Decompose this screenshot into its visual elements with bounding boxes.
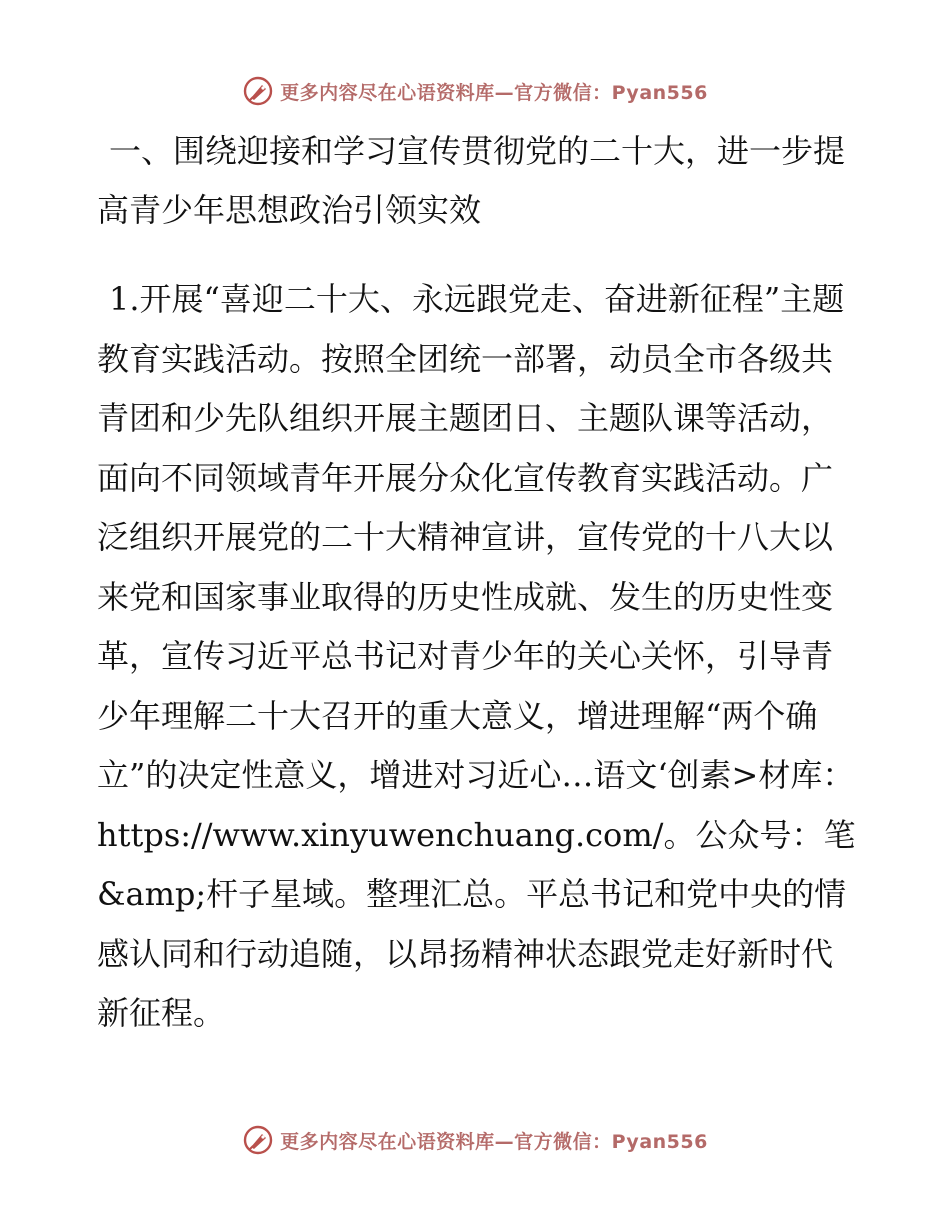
section-heading: 一、围绕迎接和学习宣传贯彻党的二十大，进一步提高青少年思想政治引领实效 [97,132,846,229]
body-paragraph: 1.开展“喜迎二十大、永远跟党走、奋进新征程”主题教育实践活动。按照全团统一部署，动员全市各级共青团和少先队组织开展主题团日、主题队课等活动，面向不同领域青年开展分众化宣传教育实践活动。广泛组织开展党的二十大精神宣讲，宣传党的十八大以来党和国家事业取得的历史性成就、发生的历史性变革，宣传习近平总书记对青少年的关心关怀，引导青少年理解二十大召开的重大意义，增进理解“两个确立”的决定性意义，增进对习近心…语文‘创素>材库：https://www.xinyuwenchuang.com/。公众号：笔&amp;杆子星域。整理汇总。平总书记和党中央的情感认同和行动追随，以昂扬精神状态跟党走好新时代新征程。 [97,280,856,1032]
pen-nib-logo-icon [242,75,274,107]
footer-watermark-banner [0,1120,950,1160]
pen-nib-logo-icon [242,1124,274,1156]
document-body [97,122,857,1044]
header-watermark-text: 更多内容尽在心语资料库—官方微信：Pyan556 [280,81,708,104]
header-watermark-banner [0,71,950,111]
footer-watermark-text: 更多内容尽在心语资料库—官方微信：Pyan556 [280,1130,708,1153]
